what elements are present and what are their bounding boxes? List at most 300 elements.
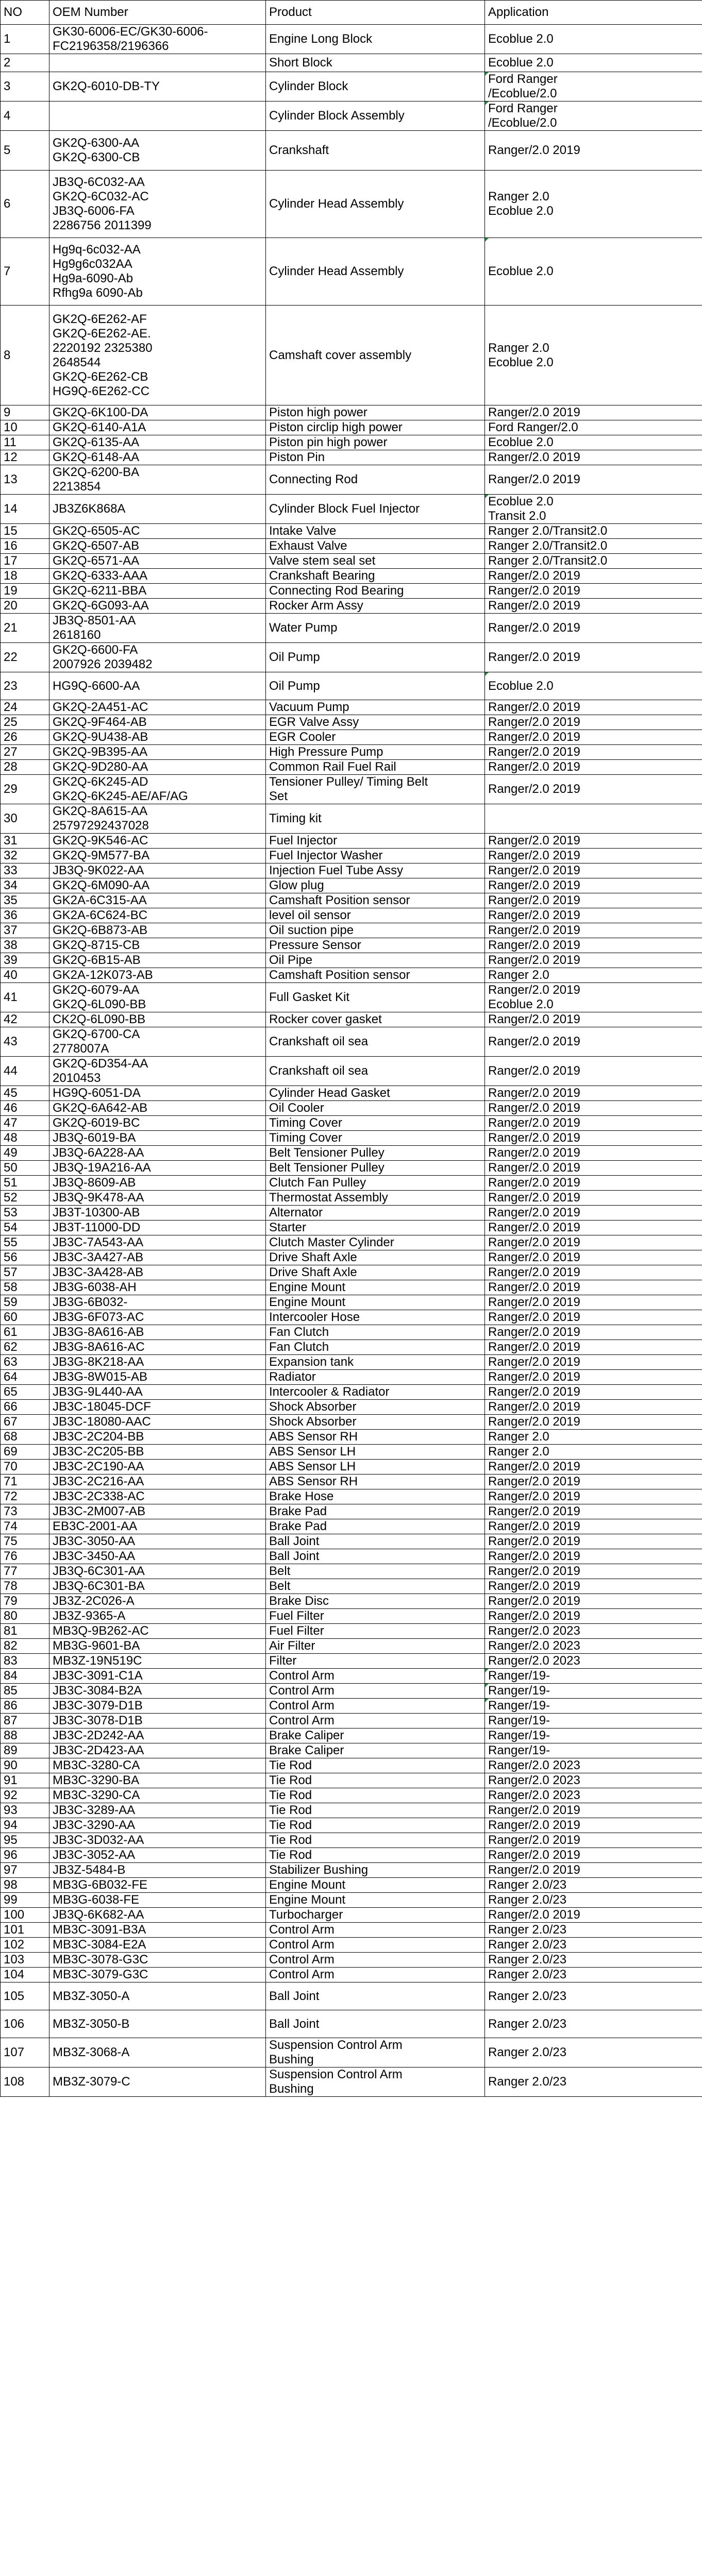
cell-product: Clutch Master Cylinder — [266, 1235, 485, 1250]
table-row — [1, 745, 702, 760]
cell-oem-number: GK2Q-6E262-AF GK2Q-6E262-AE. 2220192 2325380 2648544 GK2Q-6E262-CB HG9Q-6E262-CC — [49, 306, 266, 405]
cell-no: 64 — [1, 1370, 49, 1385]
cell-product: Shock Absorber — [266, 1400, 485, 1415]
cell-oem-number: JB3C-3079-D1B — [49, 1699, 266, 1714]
cell-oem-number: GK2Q-6K245-AD GK2Q-6K245-AE/AF/AG — [49, 775, 266, 804]
cell-oem-number: CK2Q-6L090-BB — [49, 1012, 266, 1027]
cell-application: Ranger/2.0 2019 — [485, 1191, 702, 1206]
cell-application: Ranger/2.0 2019 — [485, 760, 702, 775]
cell-oem-number: JB3Q-6C301-AA — [49, 1564, 266, 1579]
cell-oem-number: GK2Q-6200-BA 2213854 — [49, 465, 266, 495]
cell-application: Ranger/2.0 2019 — [485, 1504, 702, 1519]
cell-oem-number: MB3Z-19N519C — [49, 1654, 266, 1669]
cell-product: Cylinder Block Fuel Injector — [266, 495, 485, 524]
cell-oem-number: JB3C-3078-D1B — [49, 1714, 266, 1728]
cell-application: Ranger/2.0 2023 — [485, 1639, 702, 1654]
table-row — [1, 1579, 702, 1594]
cell-product: Engine Mount — [266, 1295, 485, 1310]
table-row — [1, 101, 702, 131]
cell-product: Radiator — [266, 1370, 485, 1385]
cell-no: 5 — [1, 131, 49, 171]
cell-no: 69 — [1, 1445, 49, 1460]
table-row — [1, 1519, 702, 1534]
cell-application: Ranger/19- — [485, 1669, 702, 1684]
table-row — [1, 465, 702, 495]
cell-product: Expansion tank — [266, 1355, 485, 1370]
cell-oem-number: GK2Q-8715-CB — [49, 938, 266, 953]
cell-application: Ranger/2.0 2019 — [485, 1385, 702, 1400]
cell-no: 67 — [1, 1415, 49, 1430]
table-row — [1, 1504, 702, 1519]
cell-application: Ranger/2.0 2019 — [485, 923, 702, 938]
cell-product: Engine Long Block — [266, 25, 485, 54]
cell-product: Crankshaft oil sea — [266, 1057, 485, 1086]
cell-application: Ranger/2.0 2019 — [485, 1803, 702, 1818]
cell-oem-number: JB3C-3290-AA — [49, 1818, 266, 1833]
cell-product: Air Filter — [266, 1639, 485, 1654]
cell-no: 19 — [1, 584, 49, 599]
cell-product: ABS Sensor LH — [266, 1445, 485, 1460]
cell-oem-number: GK2Q-6M090-AA — [49, 878, 266, 893]
cell-oem-number: JB3G-6038-AH — [49, 1280, 266, 1295]
table-row — [1, 1728, 702, 1743]
cell-oem-number: HG9Q-6600-AA — [49, 672, 266, 700]
table-row — [1, 1131, 702, 1146]
cell-application: Ranger/19- — [485, 1684, 702, 1699]
cell-no: 28 — [1, 760, 49, 775]
cell-product: Fuel Filter — [266, 1609, 485, 1624]
cell-application: Ranger/2.0 2019 — [485, 700, 702, 715]
cell-no: 27 — [1, 745, 49, 760]
cell-product: Belt — [266, 1564, 485, 1579]
cell-product: Exhaust Valve — [266, 539, 485, 554]
cell-no: 49 — [1, 1146, 49, 1161]
cell-oem-number: JB3Q-6C301-BA — [49, 1579, 266, 1594]
cell-application: Ranger/2.0 2019 — [485, 1161, 702, 1176]
cell-oem-number: JB3Q-8609-AB — [49, 1176, 266, 1191]
cell-product: Brake Disc — [266, 1594, 485, 1609]
cell-product: Camshaft Position sensor — [266, 968, 485, 983]
cell-oem-number: GK2Q-6505-AC — [49, 524, 266, 539]
cell-oem-number: EB3C-2001-AA — [49, 1519, 266, 1534]
cell-application: Ranger/2.0 2019 — [485, 584, 702, 599]
table-row — [1, 1564, 702, 1579]
cell-oem-number: JB3Z-2C026-A — [49, 1594, 266, 1609]
cell-application: Ranger 2.0/Transit2.0 — [485, 539, 702, 554]
cell-product: Tie Rod — [266, 1833, 485, 1848]
table-row — [1, 1116, 702, 1131]
cell-oem-number — [49, 54, 266, 72]
table-row — [1, 1340, 702, 1355]
cell-oem-number: GK2A-6C315-AA — [49, 893, 266, 908]
cell-oem-number: GK2Q-9B395-AA — [49, 745, 266, 760]
cell-no: 40 — [1, 968, 49, 983]
cell-no: 101 — [1, 1923, 49, 1938]
cell-no: 45 — [1, 1086, 49, 1101]
cell-no: 104 — [1, 1968, 49, 1982]
table-row — [1, 2010, 702, 2038]
cell-no: 90 — [1, 1758, 49, 1773]
table-row — [1, 306, 702, 405]
cell-oem-number: JB3C-2C216-AA — [49, 1475, 266, 1489]
table-row — [1, 2038, 702, 2067]
cell-no: 4 — [1, 101, 49, 131]
cell-oem-number: JB3C-2C190-AA — [49, 1460, 266, 1475]
cell-no: 106 — [1, 2010, 49, 2038]
cell-application: Ranger/2.0 2019 — [485, 1250, 702, 1265]
cell-application: Ranger/2.0 2019 — [485, 1489, 702, 1504]
cell-product: Belt Tensioner Pulley — [266, 1161, 485, 1176]
table-row — [1, 1788, 702, 1803]
cell-oem-number: MB3G-9601-BA — [49, 1639, 266, 1654]
cell-product: Control Arm — [266, 1938, 485, 1953]
cell-product: Full Gasket Kit — [266, 983, 485, 1012]
cell-no: 51 — [1, 1176, 49, 1191]
cell-product: Piston high power — [266, 405, 485, 420]
cell-no: 84 — [1, 1669, 49, 1684]
cell-no: 102 — [1, 1938, 49, 1953]
cell-no: 91 — [1, 1773, 49, 1788]
cell-oem-number: JB3Q-6C032-AA GK2Q-6C032-AC JB3Q-6006-FA 2286756 2011399 — [49, 171, 266, 238]
cell-product: ABS Sensor LH — [266, 1460, 485, 1475]
cell-application: Ranger/2.0 2019 — [485, 938, 702, 953]
table-row — [1, 1012, 702, 1027]
cell-application — [485, 804, 702, 834]
table-row — [1, 1908, 702, 1923]
table-row — [1, 569, 702, 584]
cell-oem-number: JB3C-3052-AA — [49, 1848, 266, 1863]
cell-application: Ranger 2.0 — [485, 968, 702, 983]
table-row — [1, 1086, 702, 1101]
cell-oem-number: JB3C-3450-AA — [49, 1549, 266, 1564]
cell-product: Cylinder Block Assembly — [266, 101, 485, 131]
table-row — [1, 953, 702, 968]
cell-no: 92 — [1, 1788, 49, 1803]
table-row — [1, 923, 702, 938]
table-row — [1, 938, 702, 953]
cell-application: Ranger/2.0 2019 Ecoblue 2.0 — [485, 983, 702, 1012]
table-row — [1, 1773, 702, 1788]
cell-product: Oil Pump — [266, 672, 485, 700]
cell-no: 59 — [1, 1295, 49, 1310]
cell-oem-number: MB3C-3078-G3C — [49, 1953, 266, 1968]
cell-application: Ranger/2.0 2019 — [485, 1325, 702, 1340]
cell-product: Fuel Injector Washer — [266, 849, 485, 863]
cell-no: 38 — [1, 938, 49, 953]
cell-application: Ranger/2.0 2019 — [485, 1370, 702, 1385]
cell-oem-number: GK2A-12K073-AB — [49, 968, 266, 983]
cell-no: 22 — [1, 643, 49, 672]
cell-product: Tie Rod — [266, 1758, 485, 1773]
cell-no: 72 — [1, 1489, 49, 1504]
cell-oem-number: GK2Q-9U438-AB — [49, 730, 266, 745]
table-row — [1, 1325, 702, 1340]
table-row — [1, 1684, 702, 1699]
cell-product: Suspension Control Arm Bushing — [266, 2067, 485, 2097]
cell-product: Clutch Fan Pulley — [266, 1176, 485, 1191]
cell-product: Timing kit — [266, 804, 485, 834]
cell-no: 17 — [1, 554, 49, 569]
cell-oem-number: JB3G-6B032- — [49, 1295, 266, 1310]
table-row — [1, 878, 702, 893]
cell-product: Shock Absorber — [266, 1415, 485, 1430]
table-row — [1, 1968, 702, 1982]
cell-product: Rocker Arm Assy — [266, 599, 485, 614]
table-row — [1, 131, 702, 171]
table-row — [1, 539, 702, 554]
cell-oem-number: GK2Q-6300-AA GK2Q-6300-CB — [49, 131, 266, 171]
cell-application: Ranger/2.0 2019 — [485, 1340, 702, 1355]
cell-product: Piston circlip high power — [266, 420, 485, 435]
cell-no: 70 — [1, 1460, 49, 1475]
cell-application: Ranger/2.0 2019 — [485, 405, 702, 420]
cell-no: 63 — [1, 1355, 49, 1370]
cell-no: 13 — [1, 465, 49, 495]
cell-application: Ranger/2.0 2019 — [485, 1221, 702, 1235]
cell-application: Ranger/2.0 2019 — [485, 1131, 702, 1146]
table-row — [1, 643, 702, 672]
cell-product: Crankshaft — [266, 131, 485, 171]
cell-no: 85 — [1, 1684, 49, 1699]
table-row — [1, 54, 702, 72]
cell-application: Ranger/2.0 2019 — [485, 849, 702, 863]
cell-application: Ranger/2.0 2019 — [485, 569, 702, 584]
cell-product: Valve stem seal set — [266, 554, 485, 569]
cell-oem-number: GK2Q-8A615-AA 25797292437028 — [49, 804, 266, 834]
cell-no: 75 — [1, 1534, 49, 1549]
cell-no: 26 — [1, 730, 49, 745]
cell-oem-number: MB3G-6038-FE — [49, 1893, 266, 1908]
table-row — [1, 1938, 702, 1953]
cell-application: Ecoblue 2.0 — [485, 672, 702, 700]
cell-no: 73 — [1, 1504, 49, 1519]
table-row — [1, 1923, 702, 1938]
cell-application: Ecoblue 2.0 Transit 2.0 — [485, 495, 702, 524]
cell-no: 9 — [1, 405, 49, 420]
cell-product: Pressure Sensor — [266, 938, 485, 953]
cell-application: Ranger 2.0 — [485, 1445, 702, 1460]
cell-application: Ranger/2.0 2019 — [485, 1818, 702, 1833]
cell-product: Drive Shaft Axle — [266, 1265, 485, 1280]
cell-application: Ranger/2.0 2019 — [485, 1295, 702, 1310]
cell-oem-number: GK2Q-2A451-AC — [49, 700, 266, 715]
table-row — [1, 1609, 702, 1624]
cell-application: Ranger/2.0 2023 — [485, 1654, 702, 1669]
cell-no: 34 — [1, 878, 49, 893]
cell-no: 105 — [1, 1982, 49, 2010]
cell-no: 42 — [1, 1012, 49, 1027]
table-row — [1, 908, 702, 923]
cell-application: Ranger/2.0 2023 — [485, 1773, 702, 1788]
cell-oem-number: JB3C-2D242-AA — [49, 1728, 266, 1743]
cell-oem-number: JB3C-2C204-BB — [49, 1430, 266, 1445]
cell-oem-number: JB3Q-6019-BA — [49, 1131, 266, 1146]
cell-application: Ranger/2.0 2019 — [485, 1460, 702, 1475]
cell-product: Timing Cover — [266, 1116, 485, 1131]
cell-no: 44 — [1, 1057, 49, 1086]
cell-no: 16 — [1, 539, 49, 554]
table-row — [1, 1489, 702, 1504]
cell-oem-number: JB3C-2C205-BB — [49, 1445, 266, 1460]
table-row — [1, 1639, 702, 1654]
cell-application: Ranger/2.0 2019 — [485, 1833, 702, 1848]
table-row — [1, 584, 702, 599]
cell-product: Belt — [266, 1579, 485, 1594]
table-row — [1, 1370, 702, 1385]
cell-application: Ranger/2.0 2019 — [485, 1057, 702, 1086]
table-row — [1, 171, 702, 238]
cell-oem-number: GK2Q-6700-CA 2778007A — [49, 1027, 266, 1057]
cell-application: Ranger/2.0 2019 — [485, 643, 702, 672]
cell-application: Ranger/2.0 2019 — [485, 1116, 702, 1131]
cell-product: Tensioner Pulley/ Timing Belt Set — [266, 775, 485, 804]
table-row — [1, 1863, 702, 1878]
cell-no: 97 — [1, 1863, 49, 1878]
cell-oem-number: JB3C-2D423-AA — [49, 1743, 266, 1758]
cell-application: Ranger 2.0/23 — [485, 1982, 702, 2010]
cell-no: 37 — [1, 923, 49, 938]
table-row — [1, 1250, 702, 1265]
cell-oem-number: JB3G-6F073-AC — [49, 1310, 266, 1325]
table-row — [1, 1355, 702, 1370]
cell-oem-number: MB3C-3290-CA — [49, 1788, 266, 1803]
cell-product: High Pressure Pump — [266, 745, 485, 760]
cell-oem-number: GK2Q-6K100-DA — [49, 405, 266, 420]
cell-oem-number: GK2Q-6507-AB — [49, 539, 266, 554]
cell-application: Ranger/2.0 2023 — [485, 1624, 702, 1639]
cell-product: ABS Sensor RH — [266, 1430, 485, 1445]
table-row — [1, 1146, 702, 1161]
cell-no: 62 — [1, 1340, 49, 1355]
cell-product: Oil Cooler — [266, 1101, 485, 1116]
cell-oem-number: MB3C-3079-G3C — [49, 1968, 266, 1982]
cell-oem-number: Hg9q-6c032-AA Hg9g6c032AA Hg9a-6090-Ab Rfhg9a 6090-Ab — [49, 238, 266, 306]
cell-no: 96 — [1, 1848, 49, 1863]
cell-no: 54 — [1, 1221, 49, 1235]
cell-oem-number: JB3C-3A427-AB — [49, 1250, 266, 1265]
cell-application: Ranger/2.0 2019 — [485, 745, 702, 760]
table-row — [1, 730, 702, 745]
cell-product: Intake Valve — [266, 524, 485, 539]
table-row — [1, 554, 702, 569]
cell-application: Ranger/2.0 2019 — [485, 1176, 702, 1191]
cell-application: Ranger/2.0 2019 — [485, 450, 702, 465]
cell-product: EGR Valve Assy — [266, 715, 485, 730]
table-row — [1, 2067, 702, 2097]
cell-product: Piston Pin — [266, 450, 485, 465]
cell-oem-number: GK2Q-9D280-AA — [49, 760, 266, 775]
header-no: NO — [1, 1, 49, 25]
cell-application: Ranger/19- — [485, 1699, 702, 1714]
table-row — [1, 599, 702, 614]
cell-application: Ecoblue 2.0 — [485, 54, 702, 72]
cell-oem-number: GK2Q-6010-DB-TY — [49, 72, 266, 101]
cell-oem-number: GK2Q-6571-AA — [49, 554, 266, 569]
cell-application: Ranger/2.0 2019 — [485, 1146, 702, 1161]
cell-oem-number: JB3Z-5484-B — [49, 1863, 266, 1878]
cell-product: Vacuum Pump — [266, 700, 485, 715]
table-row — [1, 1848, 702, 1863]
cell-application: Ranger/2.0 2019 — [485, 1206, 702, 1221]
cell-no: 68 — [1, 1430, 49, 1445]
table-row — [1, 450, 702, 465]
cell-application: Ranger/2.0 2019 — [485, 893, 702, 908]
cell-product: Tie Rod — [266, 1818, 485, 1833]
cell-product: Glow plug — [266, 878, 485, 893]
table-row — [1, 72, 702, 101]
cell-no: 2 — [1, 54, 49, 72]
table-row — [1, 1833, 702, 1848]
table-row — [1, 1982, 702, 2010]
cell-no: 100 — [1, 1908, 49, 1923]
table-row — [1, 700, 702, 715]
cell-oem-number: JB3C-3289-AA — [49, 1803, 266, 1818]
cell-product: Control Arm — [266, 1953, 485, 1968]
cell-application: Ford Ranger /Ecoblue/2.0 — [485, 72, 702, 101]
cell-no: 12 — [1, 450, 49, 465]
cell-product: Tie Rod — [266, 1773, 485, 1788]
cell-application: Ranger/2.0 2019 — [485, 599, 702, 614]
cell-no: 43 — [1, 1027, 49, 1057]
cell-oem-number: MB3C-3084-E2A — [49, 1938, 266, 1953]
table-row — [1, 614, 702, 643]
cell-product: Control Arm — [266, 1669, 485, 1684]
cell-product: Cylinder Block — [266, 72, 485, 101]
cell-no: 8 — [1, 306, 49, 405]
cell-no: 58 — [1, 1280, 49, 1295]
cell-oem-number: MB3Z-3068-A — [49, 2038, 266, 2067]
table-row — [1, 1310, 702, 1325]
cell-oem-number: JB3G-9L440-AA — [49, 1385, 266, 1400]
cell-oem-number: MB3Z-3050-B — [49, 2010, 266, 2038]
cell-application: Ranger 2.0/23 — [485, 2010, 702, 2038]
cell-product: Engine Mount — [266, 1878, 485, 1893]
cell-no: 107 — [1, 2038, 49, 2067]
cell-application: Ranger/2.0 2019 — [485, 1863, 702, 1878]
table-row — [1, 1206, 702, 1221]
cell-no: 77 — [1, 1564, 49, 1579]
table-row — [1, 760, 702, 775]
cell-no: 108 — [1, 2067, 49, 2097]
cell-product: Crankshaft Bearing — [266, 569, 485, 584]
cell-product: Cylinder Head Assembly — [266, 171, 485, 238]
cell-oem-number: MB3C-3290-BA — [49, 1773, 266, 1788]
cell-product: Brake Pad — [266, 1519, 485, 1534]
cell-no: 55 — [1, 1235, 49, 1250]
cell-product: Drive Shaft Axle — [266, 1250, 485, 1265]
cell-no: 33 — [1, 863, 49, 878]
cell-application: Ecoblue 2.0 — [485, 238, 702, 306]
cell-application: Ranger/19- — [485, 1743, 702, 1758]
cell-no: 88 — [1, 1728, 49, 1743]
cell-no: 39 — [1, 953, 49, 968]
cell-product: Tie Rod — [266, 1848, 485, 1863]
cell-product: Connecting Rod Bearing — [266, 584, 485, 599]
cell-application: Ranger 2.0 — [485, 1430, 702, 1445]
cell-oem-number: JB3C-2M007-AB — [49, 1504, 266, 1519]
table-row — [1, 834, 702, 849]
table-row — [1, 1161, 702, 1176]
cell-no: 93 — [1, 1803, 49, 1818]
cell-oem-number: MB3C-3280-CA — [49, 1758, 266, 1773]
cell-application: Ranger/2.0 2019 — [485, 1400, 702, 1415]
cell-application: Ford Ranger/2.0 — [485, 420, 702, 435]
table-row — [1, 1235, 702, 1250]
table-row — [1, 1669, 702, 1684]
table-row — [1, 1445, 702, 1460]
cell-application: Ranger/19- — [485, 1728, 702, 1743]
cell-product: Control Arm — [266, 1684, 485, 1699]
